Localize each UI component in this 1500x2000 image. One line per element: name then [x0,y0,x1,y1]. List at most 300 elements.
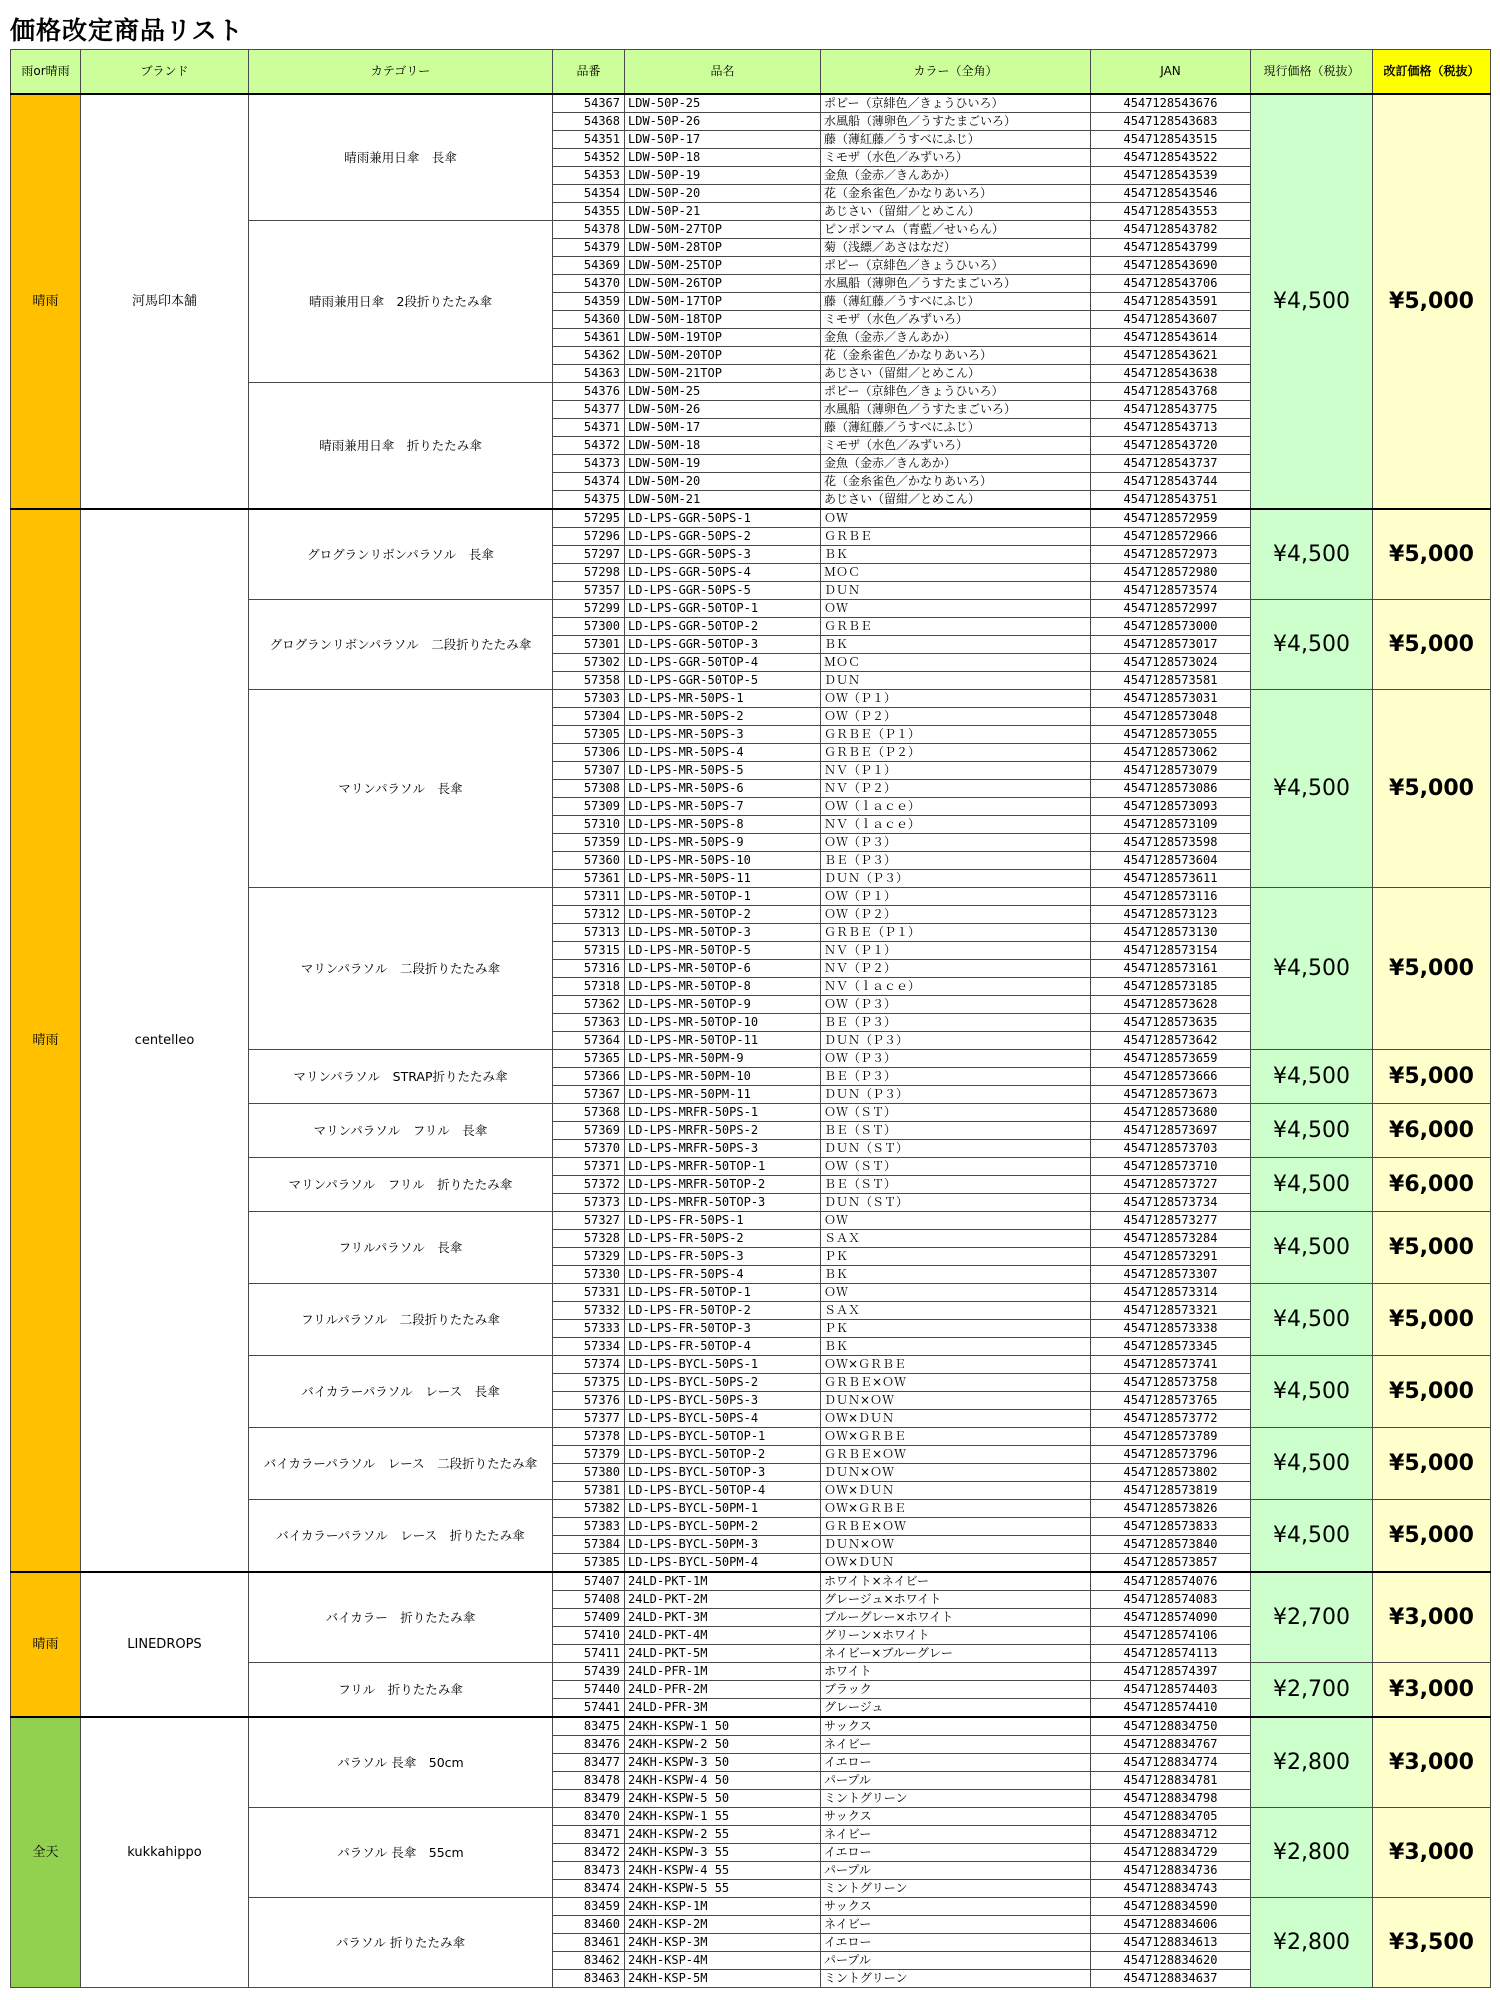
color-cell: ＧＲＢＥ（Ｐ１） [821,726,1091,744]
product-code-cell: LD-LPS-MR-50PM-10 [625,1068,821,1086]
color-cell: ＮＶ（ｌａｃｅ） [821,816,1091,834]
jan-cell: 4547128543621 [1091,347,1251,365]
jan-cell: 4547128573079 [1091,762,1251,780]
product-code-cell: 24KH-KSP-2M [625,1916,821,1934]
product-code-cell: LD-LPS-MR-50TOP-9 [625,996,821,1014]
product-code-cell: LDW-50M-19TOP [625,329,821,347]
category-cell: フリルパラソル 二段折りたたみ傘 [249,1284,553,1356]
new-price-cell: ¥3,000 [1373,1572,1491,1663]
jan-cell: 4547128572966 [1091,528,1251,546]
color-cell: ＰＫ [821,1320,1091,1338]
product-code-cell: LDW-50M-27TOP [625,221,821,239]
jan-cell: 4547128573710 [1091,1158,1251,1176]
item-number-cell: 83463 [553,1970,625,1988]
jan-cell: 4547128573017 [1091,636,1251,654]
jan-cell: 4547128573802 [1091,1464,1251,1482]
color-cell: ＯＷ×ＧＲＢＥ [821,1356,1091,1374]
header-new-price: 改訂価格（税抜） [1373,50,1491,95]
product-code-cell: LD-LPS-MR-50PM-9 [625,1050,821,1068]
jan-cell: 4547128573666 [1091,1068,1251,1086]
product-code-cell: LD-LPS-GGR-50PS-4 [625,564,821,582]
item-number-cell: 57315 [553,942,625,960]
item-number-cell: 83459 [553,1898,625,1916]
jan-cell: 4547128573819 [1091,1482,1251,1500]
new-price-cell: ¥5,000 [1373,690,1491,888]
color-cell: ＳＡＸ [821,1302,1091,1320]
product-code-cell: LD-LPS-MR-50PS-9 [625,834,821,852]
category-cell: グログランリボンパラソル 二段折りたたみ傘 [249,600,553,690]
color-cell: ポピー（京緋色／きょうひいろ） [821,257,1091,275]
product-code-cell: LD-LPS-GGR-50PS-3 [625,546,821,564]
item-number-cell: 57303 [553,690,625,708]
jan-cell: 4547128834781 [1091,1772,1251,1790]
product-code-cell: LD-LPS-MRFR-50PS-1 [625,1104,821,1122]
color-cell: ＤＵＮ（Ｐ３） [821,1086,1091,1104]
item-number-cell: 57374 [553,1356,625,1374]
table-row [11,94,1491,113]
product-code-cell: LDW-50P-21 [625,203,821,221]
jan-cell: 4547128573789 [1091,1428,1251,1446]
color-cell: ネイビー [821,1736,1091,1754]
jan-cell: 4547128834613 [1091,1934,1251,1952]
color-cell: ポピー（京緋色／きょうひいろ） [821,94,1091,113]
item-number-cell: 57331 [553,1284,625,1302]
color-cell: ＯＷ（Ｐ２） [821,708,1091,726]
product-code-cell: LD-LPS-MRFR-50TOP-2 [625,1176,821,1194]
item-number-cell: 54371 [553,419,625,437]
jan-cell: 4547128834712 [1091,1826,1251,1844]
color-cell: グリーン×ホワイト [821,1627,1091,1645]
color-cell: あじさい（留紺／とめこん） [821,203,1091,221]
product-code-cell: LD-LPS-BYCL-50PS-3 [625,1392,821,1410]
current-price-cell: ¥4,500 [1251,888,1373,1050]
product-code-cell: 24KH-KSPW-1 55 [625,1808,821,1826]
type-cell: 晴雨 [11,94,81,509]
item-number-cell: 57407 [553,1572,625,1591]
item-number-cell: 57306 [553,744,625,762]
product-code-cell: LDW-50M-26TOP [625,275,821,293]
jan-cell: 4547128573758 [1091,1374,1251,1392]
category-cell: 晴雨兼用日傘 折りたたみ傘 [249,383,553,510]
item-number-cell: 57385 [553,1554,625,1573]
item-number-cell: 57408 [553,1591,625,1609]
category-cell: マリンパラソル 二段折りたたみ傘 [249,888,553,1050]
jan-cell: 4547128573833 [1091,1518,1251,1536]
product-code-cell: LD-LPS-GGR-50TOP-1 [625,600,821,618]
color-cell: ピンポンマム（青藍／せいらん） [821,221,1091,239]
item-number-cell: 57310 [553,816,625,834]
color-cell: ＧＲＢＥ [821,618,1091,636]
color-cell: 花（金糸雀色／かなりあいろ） [821,347,1091,365]
product-code-cell: LD-LPS-BYCL-50PS-4 [625,1410,821,1428]
jan-cell: 4547128573161 [1091,960,1251,978]
current-price-cell: ¥4,500 [1251,1284,1373,1356]
color-cell: ＧＲＢＥ×ＯＷ [821,1518,1091,1536]
product-code-cell: LD-LPS-BYCL-50PM-4 [625,1554,821,1573]
jan-cell: 4547128574083 [1091,1591,1251,1609]
color-cell: ＤＵＮ（Ｐ３） [821,1032,1091,1050]
item-number-cell: 57360 [553,852,625,870]
jan-cell: 4547128543515 [1091,131,1251,149]
jan-cell: 4547128574397 [1091,1663,1251,1681]
color-cell: ＮＶ（Ｐ２） [821,960,1091,978]
jan-cell: 4547128543768 [1091,383,1251,401]
jan-cell: 4547128574403 [1091,1681,1251,1699]
product-code-cell: LDW-50P-18 [625,149,821,167]
jan-cell: 4547128574090 [1091,1609,1251,1627]
item-number-cell: 57372 [553,1176,625,1194]
jan-cell: 4547128573604 [1091,852,1251,870]
item-number-cell: 54361 [553,329,625,347]
jan-cell: 4547128834637 [1091,1970,1251,1988]
item-number-cell: 57298 [553,564,625,582]
color-cell: ＯＷ [821,509,1091,528]
jan-cell: 4547128573659 [1091,1050,1251,1068]
color-cell: ＤＵＮ×ＯＷ [821,1536,1091,1554]
item-number-cell: 57361 [553,870,625,888]
item-number-cell: 57301 [553,636,625,654]
item-number-cell: 57302 [553,654,625,672]
item-number-cell: 57304 [553,708,625,726]
new-price-cell: ¥5,000 [1373,1212,1491,1284]
color-cell: ＭＯＣ [821,654,1091,672]
item-number-cell: 57380 [553,1464,625,1482]
item-number-cell: 83478 [553,1772,625,1790]
color-cell: ミモザ（水色／みずいろ） [821,311,1091,329]
color-cell: ＢＫ [821,546,1091,564]
product-code-cell: LD-LPS-MR-50TOP-10 [625,1014,821,1032]
color-cell: ＢＫ [821,636,1091,654]
product-code-cell: LD-LPS-FR-50PS-3 [625,1248,821,1266]
category-cell: グログランリボンパラソル 長傘 [249,509,553,600]
product-code-cell: LD-LPS-MR-50TOP-1 [625,888,821,906]
jan-cell: 4547128573673 [1091,1086,1251,1104]
new-price-cell: ¥5,000 [1373,888,1491,1050]
jan-cell: 4547128573109 [1091,816,1251,834]
item-number-cell: 57308 [553,780,625,798]
color-cell: ＤＵＮ [821,582,1091,600]
product-code-cell: LDW-50M-20TOP [625,347,821,365]
product-code-cell: LD-LPS-MR-50PM-11 [625,1086,821,1104]
item-number-cell: 54363 [553,365,625,383]
category-cell: パラソル 折りたたみ傘 [249,1898,553,1988]
color-cell: ＧＲＢＥ×ＯＷ [821,1374,1091,1392]
new-price-cell: ¥3,500 [1373,1898,1491,1988]
jan-cell: 4547128573628 [1091,996,1251,1014]
new-price-cell: ¥5,000 [1373,1356,1491,1428]
item-number-cell: 57439 [553,1663,625,1681]
color-cell: ミントグリーン [821,1880,1091,1898]
jan-cell: 4547128543737 [1091,455,1251,473]
product-code-cell: LD-LPS-GGR-50PS-1 [625,509,821,528]
category-cell: バイカラー 折りたたみ傘 [249,1572,553,1663]
item-number-cell: 83460 [553,1916,625,1934]
jan-cell: 4547128834798 [1091,1790,1251,1808]
item-number-cell: 83472 [553,1844,625,1862]
jan-cell: 4547128834736 [1091,1862,1251,1880]
product-code-cell: LD-LPS-MR-50PS-8 [625,816,821,834]
current-price-cell: ¥4,500 [1251,1500,1373,1573]
brand-cell: centelleo [81,509,249,1572]
product-code-cell: LD-LPS-MRFR-50PS-3 [625,1140,821,1158]
jan-cell: 4547128573116 [1091,888,1251,906]
product-code-cell: 24KH-KSPW-2 50 [625,1736,821,1754]
color-cell: ＤＵＮ×ＯＷ [821,1392,1091,1410]
product-code-cell: LD-LPS-GGR-50PS-2 [625,528,821,546]
item-number-cell: 83470 [553,1808,625,1826]
item-number-cell: 57330 [553,1266,625,1284]
jan-cell: 4547128573314 [1091,1284,1251,1302]
color-cell: ブルーグレー×ホワイト [821,1609,1091,1627]
item-number-cell: 57363 [553,1014,625,1032]
color-cell: ＤＵＮ [821,672,1091,690]
product-code-cell: LD-LPS-GGR-50TOP-5 [625,672,821,690]
product-code-cell: LD-LPS-BYCL-50PS-1 [625,1356,821,1374]
jan-cell: 4547128573154 [1091,942,1251,960]
product-code-cell: 24LD-PFR-3M [625,1699,821,1718]
jan-cell: 4547128573727 [1091,1176,1251,1194]
category-cell: マリンパラソル 長傘 [249,690,553,888]
header-row [11,50,1491,95]
current-price-cell: ¥2,800 [1251,1717,1373,1808]
item-number-cell: 57357 [553,582,625,600]
product-code-cell: LD-LPS-FR-50TOP-3 [625,1320,821,1338]
jan-cell: 4547128573185 [1091,978,1251,996]
product-code-cell: LD-LPS-MR-50TOP-5 [625,942,821,960]
product-code-cell: LD-LPS-GGR-50PS-5 [625,582,821,600]
current-price-cell: ¥2,700 [1251,1663,1373,1718]
product-code-cell: LDW-50M-18TOP [625,311,821,329]
header-current-price: 現行価格（税抜） [1251,50,1373,95]
jan-cell: 4547128573734 [1091,1194,1251,1212]
jan-cell: 4547128573857 [1091,1554,1251,1573]
color-cell: ネイビー [821,1916,1091,1934]
product-code-cell: LD-LPS-MR-50TOP-2 [625,906,821,924]
new-price-cell: ¥5,000 [1373,1500,1491,1573]
item-number-cell: 57334 [553,1338,625,1356]
item-number-cell: 57379 [553,1446,625,1464]
page-title: 価格改定商品リスト [10,16,244,45]
item-number-cell: 54359 [553,293,625,311]
jan-cell: 4547128573055 [1091,726,1251,744]
item-number-cell: 57375 [553,1374,625,1392]
color-cell: グレージュ [821,1699,1091,1718]
category-cell: バイカラーパラソル レース 長傘 [249,1356,553,1428]
jan-cell: 4547128573284 [1091,1230,1251,1248]
color-cell: ホワイト [821,1663,1091,1681]
item-number-cell: 57409 [553,1609,625,1627]
item-number-cell: 57411 [553,1645,625,1663]
category-cell: フリルパラソル 長傘 [249,1212,553,1284]
item-number-cell: 54372 [553,437,625,455]
item-number-cell: 57311 [553,888,625,906]
current-price-cell: ¥4,500 [1251,600,1373,690]
product-code-cell: LD-LPS-MR-50TOP-11 [625,1032,821,1050]
color-cell: ＯＷ×ＤＵＮ [821,1410,1091,1428]
category-cell: バイカラーパラソル レース 二段折りたたみ傘 [249,1428,553,1500]
product-code-cell: LD-LPS-BYCL-50PM-2 [625,1518,821,1536]
current-price-cell: ¥4,500 [1251,94,1373,509]
jan-cell: 4547128573321 [1091,1302,1251,1320]
jan-cell: 4547128834590 [1091,1898,1251,1916]
color-cell: ＢＫ [821,1338,1091,1356]
new-price-cell: ¥6,000 [1373,1158,1491,1212]
jan-cell: 4547128834606 [1091,1916,1251,1934]
item-number-cell: 54375 [553,491,625,510]
color-cell: ＯＷ（Ｐ１） [821,888,1091,906]
category-cell: 晴雨兼用日傘 長傘 [249,94,553,221]
jan-cell: 4547128834767 [1091,1736,1251,1754]
color-cell: ＯＷ（Ｐ３） [821,834,1091,852]
product-code-cell: 24KH-KSPW-5 55 [625,1880,821,1898]
jan-cell: 4547128573123 [1091,906,1251,924]
item-number-cell: 57369 [553,1122,625,1140]
item-number-cell: 57332 [553,1302,625,1320]
category-cell: マリンパラソル STRAP折りたたみ傘 [249,1050,553,1104]
jan-cell: 4547128573642 [1091,1032,1251,1050]
header-jan: JAN [1091,50,1251,95]
product-code-cell: 24LD-PKT-4M [625,1627,821,1645]
color-cell: イエロー [821,1934,1091,1952]
new-price-cell: ¥3,000 [1373,1663,1491,1718]
color-cell: ブラック [821,1681,1091,1699]
new-price-cell: ¥5,000 [1373,1284,1491,1356]
jan-cell: 4547128573000 [1091,618,1251,636]
color-cell: パープル [821,1862,1091,1880]
item-number-cell: 57370 [553,1140,625,1158]
color-cell: パープル [821,1772,1091,1790]
jan-cell: 4547128573697 [1091,1122,1251,1140]
item-number-cell: 57365 [553,1050,625,1068]
color-cell: ホワイト×ネイビー [821,1572,1091,1591]
item-number-cell: 57373 [553,1194,625,1212]
jan-cell: 4547128573093 [1091,798,1251,816]
header-type: 雨or晴雨 [11,50,81,95]
jan-cell: 4547128574113 [1091,1645,1251,1663]
jan-cell: 4547128574106 [1091,1627,1251,1645]
item-number-cell: 54368 [553,113,625,131]
product-code-cell: 24KH-KSPW-4 50 [625,1772,821,1790]
product-code-cell: 24KH-KSPW-1 50 [625,1717,821,1736]
item-number-cell: 54376 [553,383,625,401]
jan-cell: 4547128573062 [1091,744,1251,762]
product-code-cell: LD-LPS-BYCL-50PM-1 [625,1500,821,1518]
table-body [11,94,1491,1988]
jan-cell: 4547128834743 [1091,1880,1251,1898]
category-cell: パラソル 長傘 50cm [249,1717,553,1808]
item-number-cell: 54355 [553,203,625,221]
color-cell: ＤＵＮ（ＳＴ） [821,1194,1091,1212]
jan-cell: 4547128573130 [1091,924,1251,942]
color-cell: ＢＥ（Ｐ３） [821,852,1091,870]
jan-cell: 4547128834750 [1091,1717,1251,1736]
item-number-cell: 54379 [553,239,625,257]
item-number-cell: 83474 [553,1880,625,1898]
product-code-cell: LD-LPS-MR-50PS-10 [625,852,821,870]
table-row [11,1717,1491,1736]
jan-cell: 4547128543676 [1091,94,1251,113]
item-number-cell: 83461 [553,1934,625,1952]
product-code-cell: 24KH-KSPW-3 50 [625,1754,821,1772]
type-cell: 晴雨 [11,509,81,1572]
jan-cell: 4547128543751 [1091,491,1251,510]
color-cell: ＯＷ×ＤＵＮ [821,1554,1091,1573]
product-code-cell: LD-LPS-FR-50TOP-1 [625,1284,821,1302]
item-number-cell: 54354 [553,185,625,203]
jan-cell: 4547128573680 [1091,1104,1251,1122]
product-code-cell: LDW-50M-19 [625,455,821,473]
item-number-cell: 57381 [553,1482,625,1500]
product-code-cell: LDW-50M-21 [625,491,821,510]
product-code-cell: LD-LPS-BYCL-50TOP-1 [625,1428,821,1446]
item-number-cell: 54367 [553,94,625,113]
color-cell: ＯＷ（ｌａｃｅ） [821,798,1091,816]
new-price-cell: ¥3,000 [1373,1808,1491,1898]
item-number-cell: 54374 [553,473,625,491]
brand-cell: LINEDROPS [81,1572,249,1717]
color-cell: ＯＷ×ＧＲＢＥ [821,1500,1091,1518]
current-price-cell: ¥2,800 [1251,1808,1373,1898]
jan-cell: 4547128543683 [1091,113,1251,131]
jan-cell: 4547128543744 [1091,473,1251,491]
jan-cell: 4547128543782 [1091,221,1251,239]
color-cell: 藤（薄紅藤／うすべにふじ） [821,419,1091,437]
item-number-cell: 83475 [553,1717,625,1736]
color-cell: ミントグリーン [821,1970,1091,1988]
item-number-cell: 83462 [553,1952,625,1970]
color-cell: 金魚（金赤／きんあか） [821,455,1091,473]
color-cell: ＢＥ（Ｐ３） [821,1014,1091,1032]
brand-cell: 河馬印本舗 [81,94,249,509]
item-number-cell: 57316 [553,960,625,978]
product-code-cell: 24LD-PKT-5M [625,1645,821,1663]
color-cell: ＮＶ（Ｐ１） [821,762,1091,780]
color-cell: ＯＷ（ＳＴ） [821,1104,1091,1122]
color-cell: ＯＷ [821,1284,1091,1302]
jan-cell: 4547128543546 [1091,185,1251,203]
color-cell: ＳＡＸ [821,1230,1091,1248]
item-number-cell: 54369 [553,257,625,275]
current-price-cell: ¥4,500 [1251,1356,1373,1428]
product-code-cell: LD-LPS-GGR-50TOP-2 [625,618,821,636]
category-cell: フリル 折りたたみ傘 [249,1663,553,1718]
jan-cell: 4547128572997 [1091,600,1251,618]
jan-cell: 4547128574410 [1091,1699,1251,1718]
item-number-cell: 57300 [553,618,625,636]
product-code-cell: LD-LPS-FR-50PS-1 [625,1212,821,1230]
color-cell: 水風船（薄卵色／うすたまごいろ） [821,275,1091,293]
product-code-cell: LD-LPS-MRFR-50PS-2 [625,1122,821,1140]
jan-cell: 4547128573581 [1091,672,1251,690]
product-code-cell: LDW-50M-17 [625,419,821,437]
product-code-cell: LDW-50P-19 [625,167,821,185]
jan-cell: 4547128573703 [1091,1140,1251,1158]
jan-cell: 4547128573345 [1091,1338,1251,1356]
product-code-cell: 24KH-KSPW-2 55 [625,1826,821,1844]
type-cell: 晴雨 [11,1572,81,1717]
new-price-cell: ¥6,000 [1373,1104,1491,1158]
jan-cell: 4547128543607 [1091,311,1251,329]
jan-cell: 4547128834729 [1091,1844,1251,1862]
item-number-cell: 57327 [553,1212,625,1230]
product-code-cell: LD-LPS-MRFR-50TOP-1 [625,1158,821,1176]
jan-cell: 4547128572959 [1091,509,1251,528]
item-number-cell: 83477 [553,1754,625,1772]
item-number-cell: 57299 [553,600,625,618]
product-code-cell: LDW-50M-28TOP [625,239,821,257]
color-cell: ポピー（京緋色／きょうひいろ） [821,383,1091,401]
product-code-cell: LD-LPS-GGR-50TOP-3 [625,636,821,654]
